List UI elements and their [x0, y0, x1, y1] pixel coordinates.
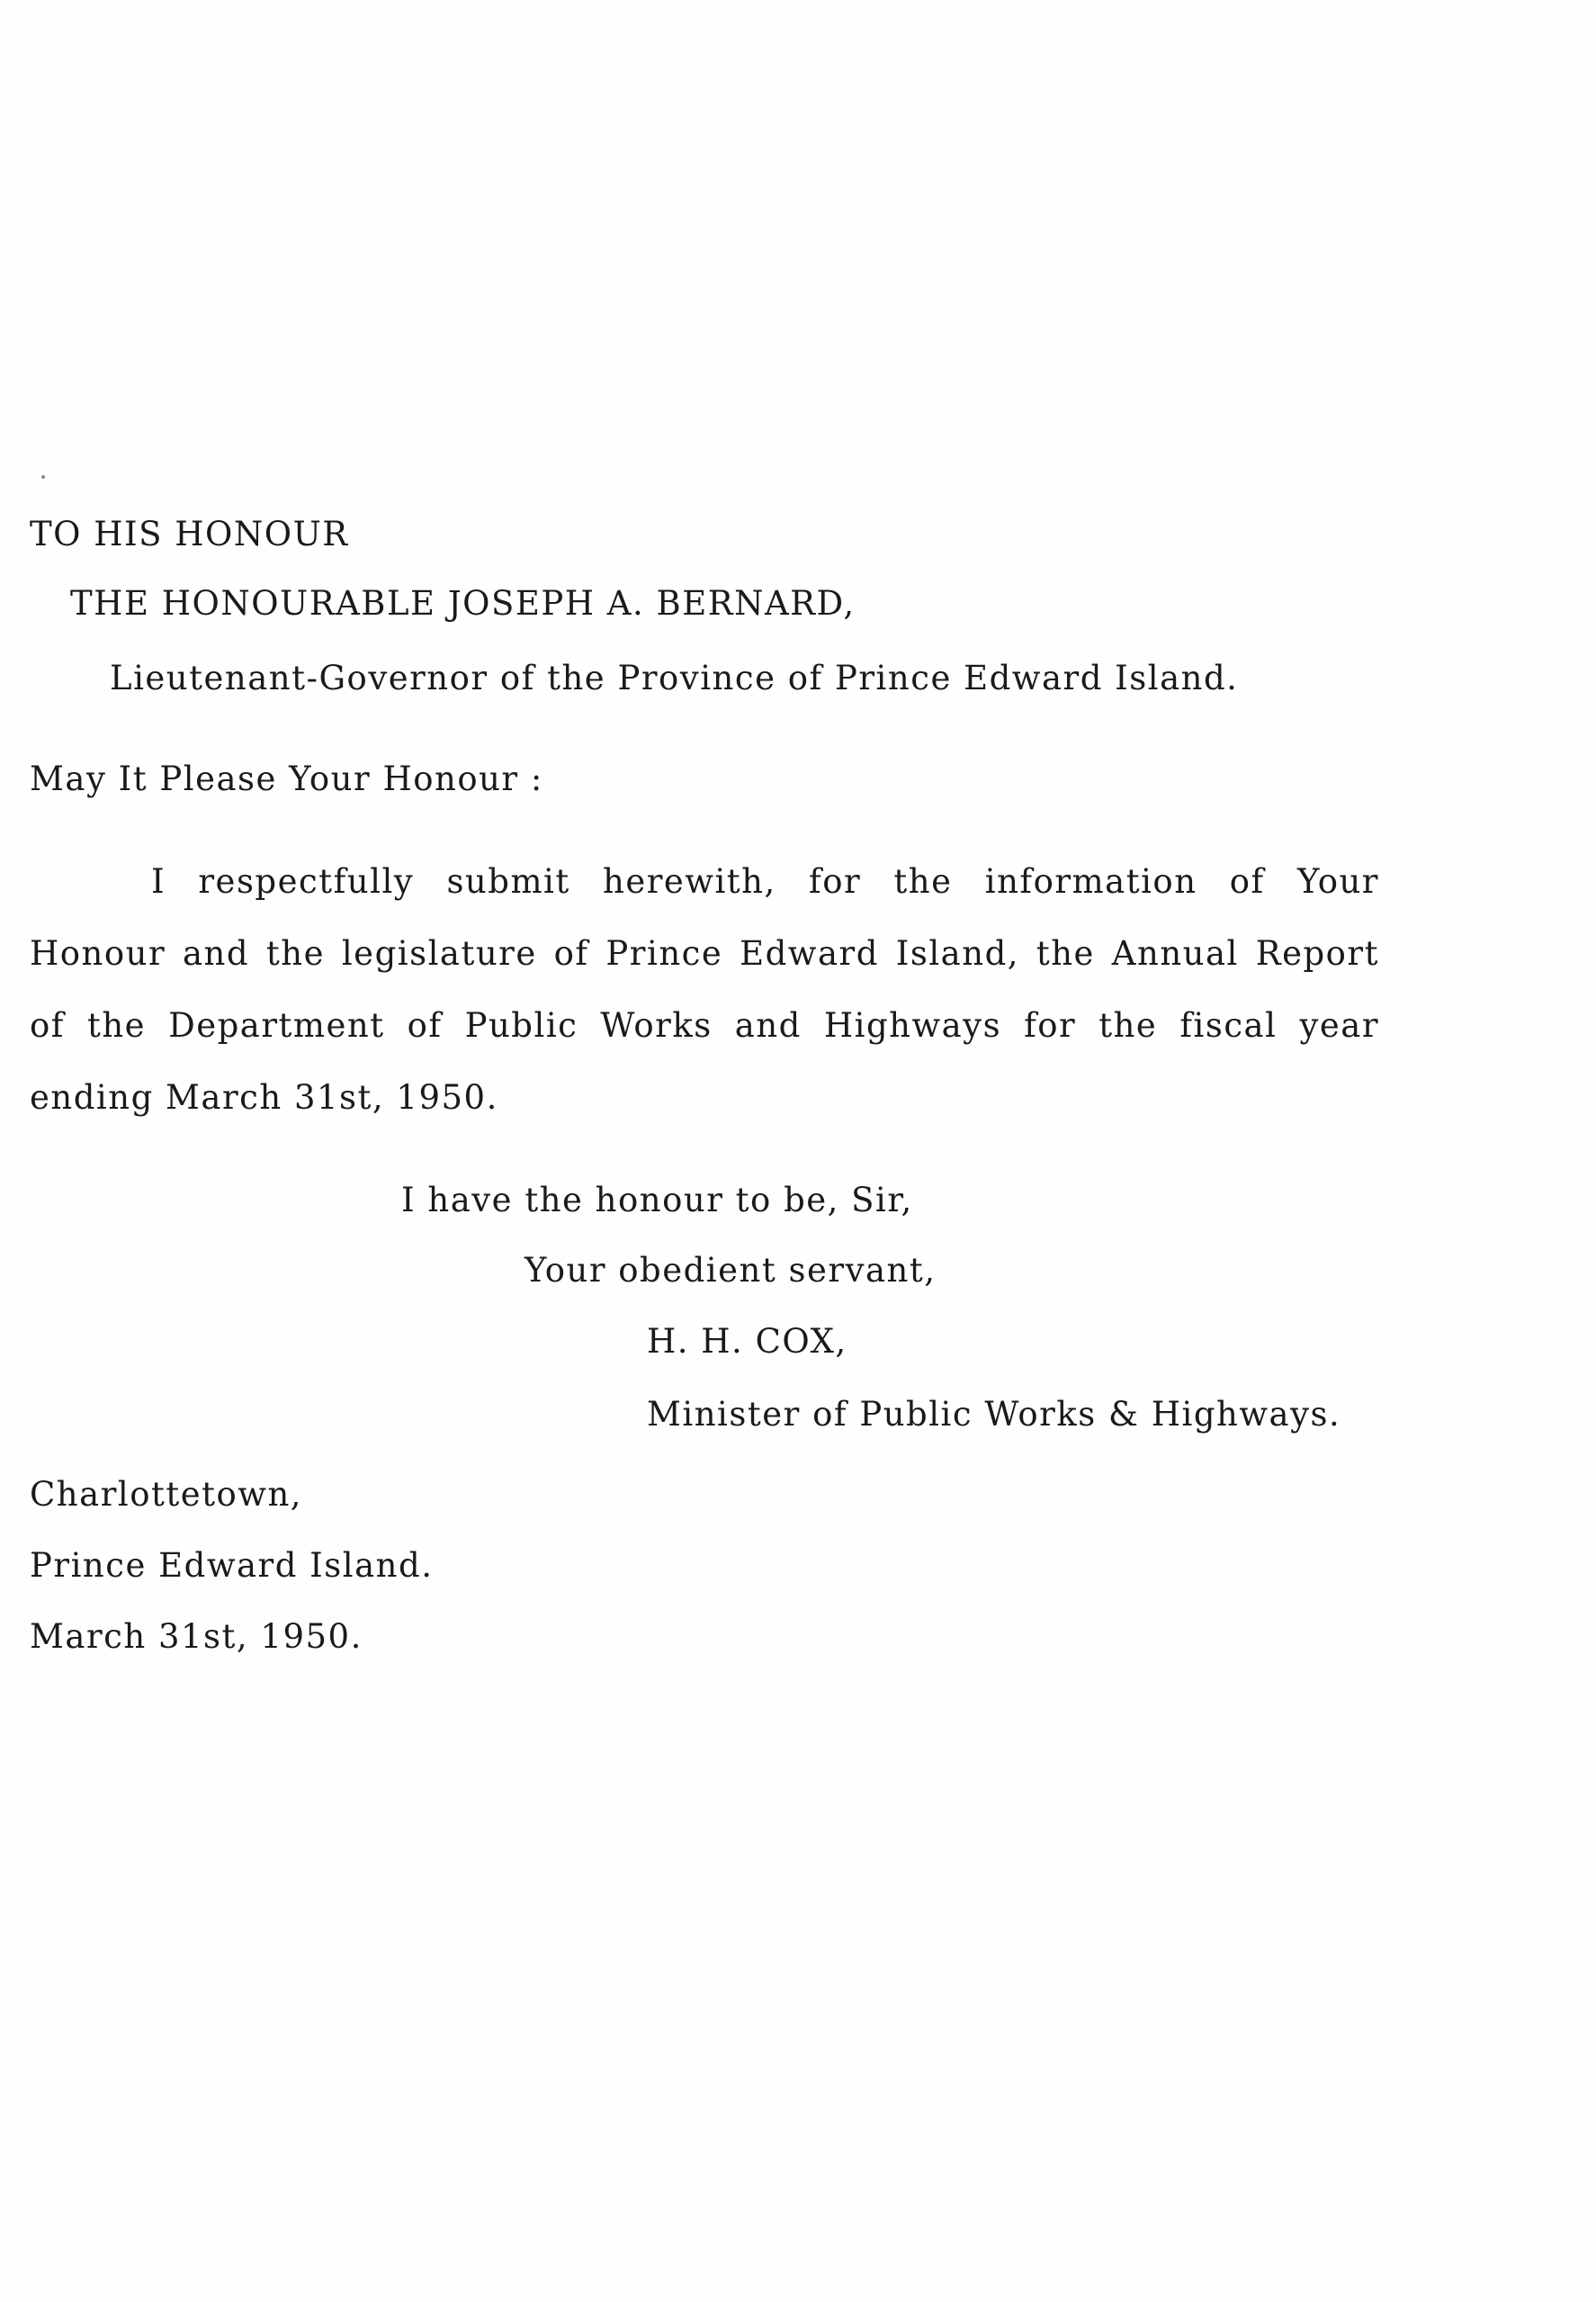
- salutation-name: THE HONOURABLE JOSEPH A. BERNARD,: [70, 584, 856, 623]
- signatory-position: Minister of Public Works & Highways.: [647, 1395, 1341, 1434]
- place-city: Charlottetown,: [30, 1475, 303, 1514]
- body-line: Honour and the legislature of Prince Edward Island, the Annual Report: [30, 934, 1379, 973]
- closing-servant: Your obedient servant,: [525, 1251, 937, 1290]
- body-line: I respectfully submit herewith, for the information of Your: [151, 862, 1379, 901]
- signatory-name: H. H. COX,: [647, 1322, 847, 1361]
- place-province: Prince Edward Island.: [30, 1546, 434, 1585]
- salutation-to: TO HIS HONOUR: [30, 515, 349, 553]
- body-line: of the Department of Public Works and Highways for the fiscal year: [30, 1006, 1379, 1045]
- body-line: ending March 31st, 1950.: [30, 1078, 498, 1117]
- letter-date: March 31st, 1950.: [30, 1617, 363, 1656]
- letter-body: [30, 846, 1379, 1134]
- opening-greeting: May It Please Your Honour :: [30, 760, 543, 798]
- closing-line: I have the honour to be, Sir,: [401, 1181, 913, 1219]
- salutation-title: Lieutenant-Governor of the Province of Prince Edward Island.: [110, 659, 1239, 697]
- scan-speck: [41, 475, 45, 479]
